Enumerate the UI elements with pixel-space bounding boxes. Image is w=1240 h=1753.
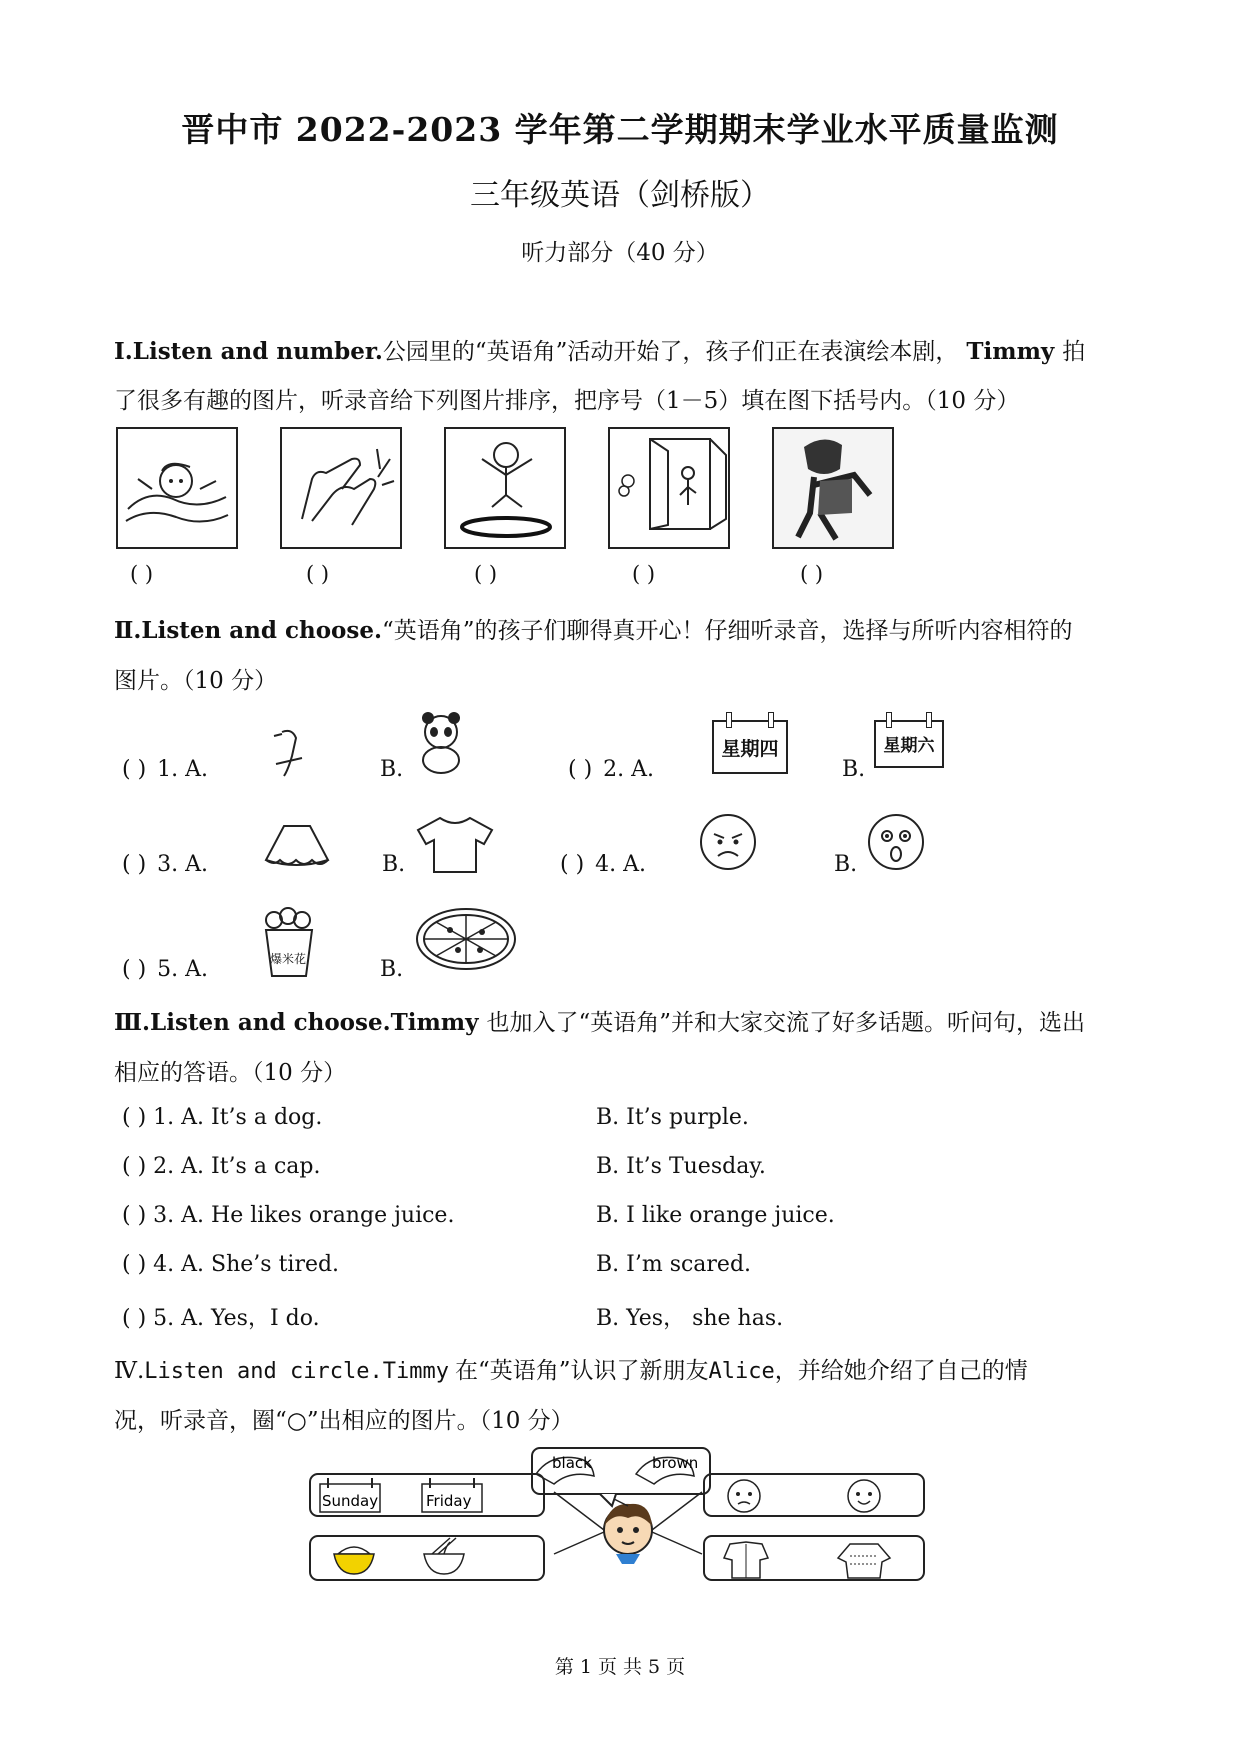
section1-text1: 公园里的“英语角”活动开始了，孩子们正在表演绘本剧，	[382, 339, 959, 365]
calendar-saturday-icon	[874, 720, 944, 768]
shirt-icon	[724, 1542, 768, 1578]
swim-icon	[116, 427, 238, 549]
section2-heading	[114, 612, 1073, 645]
s3-q5-paren[interactable]: ( )	[122, 1306, 147, 1331]
angry-face-icon	[698, 812, 758, 872]
section4-text1-end: ，并给她介绍了自己的情	[774, 1358, 1028, 1384]
s3-q4-paren[interactable]: ( )	[122, 1252, 147, 1277]
word-sunday: Sunday	[322, 1492, 379, 1510]
tshirt-icon	[414, 814, 496, 876]
answer-paren-2[interactable]: ( )	[306, 562, 330, 586]
s3-q1-b: B. It’s purple.	[596, 1105, 749, 1130]
sad-boy-icon	[728, 1480, 760, 1512]
s2-q1-label: 1. A.	[157, 757, 209, 782]
answer-paren-1[interactable]: ( )	[130, 562, 154, 586]
page-footer: 第 1 页 共 5 页	[554, 1656, 686, 1678]
calendar-a-text: 星期四	[721, 738, 779, 760]
exam-title: 晋中市 2022-2023 学年第二学期期末学业水平质量监测	[181, 110, 1059, 149]
boy-avatar-icon	[604, 1504, 652, 1564]
s3-q3	[122, 1203, 454, 1228]
window-icon	[608, 427, 730, 549]
exam-subtitle: 三年级英语（剑桥版）	[470, 178, 770, 213]
s3-q5-b: B. Yes， she has.	[596, 1306, 784, 1331]
section3-name: Timmy	[390, 1009, 479, 1036]
section2-num: Ⅱ.	[114, 617, 142, 644]
s2-q4	[560, 852, 646, 877]
s2-q2-paren[interactable]: ( )	[568, 757, 593, 782]
calendar-b-text: 星期六	[883, 736, 935, 756]
s2-q4-label: 4. A.	[595, 852, 647, 877]
section2-title: Listen and choose.	[141, 617, 382, 644]
s2-q1-paren[interactable]: ( )	[122, 757, 147, 782]
section1-heading	[114, 333, 1085, 366]
s2-q2-label: 2. A.	[603, 757, 655, 782]
section2-text2: 图片。（10 分）	[114, 668, 278, 694]
answer-paren-4[interactable]: ( )	[632, 562, 656, 586]
s2-q2	[568, 757, 654, 782]
s2-q4-paren[interactable]: ( )	[560, 852, 585, 877]
s2-q1	[122, 757, 208, 782]
s3-q2-paren[interactable]: ( )	[122, 1154, 147, 1179]
section3-title: Listen and choose.	[150, 1009, 391, 1036]
section1-name: Timmy	[966, 338, 1055, 365]
s2-q3-label: 3. A.	[157, 852, 209, 877]
calendar-thursday-icon	[712, 720, 788, 774]
panda-icon	[408, 710, 474, 776]
noodles-icon	[424, 1538, 464, 1574]
jump-icon	[444, 427, 566, 549]
skirt-icon	[262, 822, 332, 870]
s3-q3-b: B. I like orange juice.	[596, 1203, 835, 1228]
s2-q5	[122, 957, 208, 982]
section4-heading	[114, 1352, 1028, 1385]
answer-paren-5[interactable]: ( )	[800, 562, 824, 586]
pizza-icon	[414, 904, 518, 974]
section3-text1: 也加入了“英语角”并和大家交流了好多话题。听问句，选出	[486, 1010, 1086, 1036]
word-friday: Friday	[426, 1492, 472, 1510]
answer-paren-3[interactable]: ( )	[474, 562, 498, 586]
s3-q1	[122, 1105, 322, 1130]
s3-q4-b: B. I’m scared.	[596, 1252, 752, 1277]
s3-q1-a: 1. A. It’s a dog.	[153, 1105, 323, 1130]
s2-q2-b: B.	[842, 757, 866, 782]
scared-face-icon	[866, 812, 926, 872]
s3-q4-a: 4. A. She’s tired.	[153, 1252, 340, 1277]
section1-num: Ⅰ.	[114, 338, 133, 365]
section1-title: Listen and number.	[132, 338, 383, 365]
s2-q4-b: B.	[834, 852, 858, 877]
s3-q4	[122, 1252, 339, 1277]
s2-q5-label: 5. A.	[157, 957, 209, 982]
section4-title: Listen and circle.	[144, 1359, 383, 1384]
section1-text1-end: 拍	[1062, 339, 1086, 365]
clap-icon	[280, 427, 402, 549]
part-title: 听力部分（40 分）	[521, 240, 719, 266]
s3-q2-a: 2. A. It’s a cap.	[153, 1154, 321, 1179]
s3-q5-a: 5. A. Yes，I do.	[153, 1306, 320, 1331]
s2-q1-b: B.	[380, 757, 404, 782]
s2-q3	[122, 852, 208, 877]
s3-q3-paren[interactable]: ( )	[122, 1203, 147, 1228]
s2-q3-paren[interactable]: ( )	[122, 852, 147, 877]
happy-boy-icon	[848, 1480, 880, 1512]
section3-heading	[114, 1004, 1085, 1037]
s3-q2	[122, 1154, 320, 1179]
s3-q5	[122, 1301, 320, 1332]
section4-text1: 在“英语角”认识了新朋友	[454, 1358, 709, 1384]
section2-text1: “英语角”的孩子们聊得真开心！仔细听录音，选择与所听内容相符的	[381, 618, 1073, 644]
s3-q2-b: B. It’s Tuesday.	[596, 1154, 766, 1179]
scared-man-icon	[772, 427, 894, 549]
word-black: black	[552, 1454, 592, 1472]
popcorn-icon	[260, 906, 318, 978]
s2-q3-b: B.	[382, 852, 406, 877]
s3-q1-paren[interactable]: ( )	[122, 1105, 147, 1130]
section3-num: Ⅲ.	[114, 1009, 151, 1036]
word-brown: brown	[652, 1454, 699, 1472]
rice-bowl-icon	[334, 1547, 374, 1574]
section4-num: Ⅳ.	[114, 1358, 145, 1384]
sweater-icon	[838, 1544, 890, 1578]
bird-icon	[262, 724, 310, 780]
section4-name2: Alice	[708, 1359, 775, 1384]
s2-q5-b: B.	[380, 957, 404, 982]
section4-name: Timmy	[382, 1359, 449, 1384]
s3-q3-a: 3. A. He likes orange juice.	[153, 1203, 455, 1228]
s2-q5-paren[interactable]: ( )	[122, 957, 147, 982]
section4-text2: 况，听录音，圈“○”出相应的图片。（10 分）	[114, 1408, 574, 1434]
popcorn-label: 爆米花	[269, 952, 306, 966]
section3-text2: 相应的答语。（10 分）	[114, 1060, 347, 1086]
section1-text2: 了很多有趣的图片，听录音给下列图片排序，把序号（1－5）填在图下括号内。（10 分）	[114, 388, 1020, 414]
mindmap-diagram	[300, 1446, 950, 1596]
